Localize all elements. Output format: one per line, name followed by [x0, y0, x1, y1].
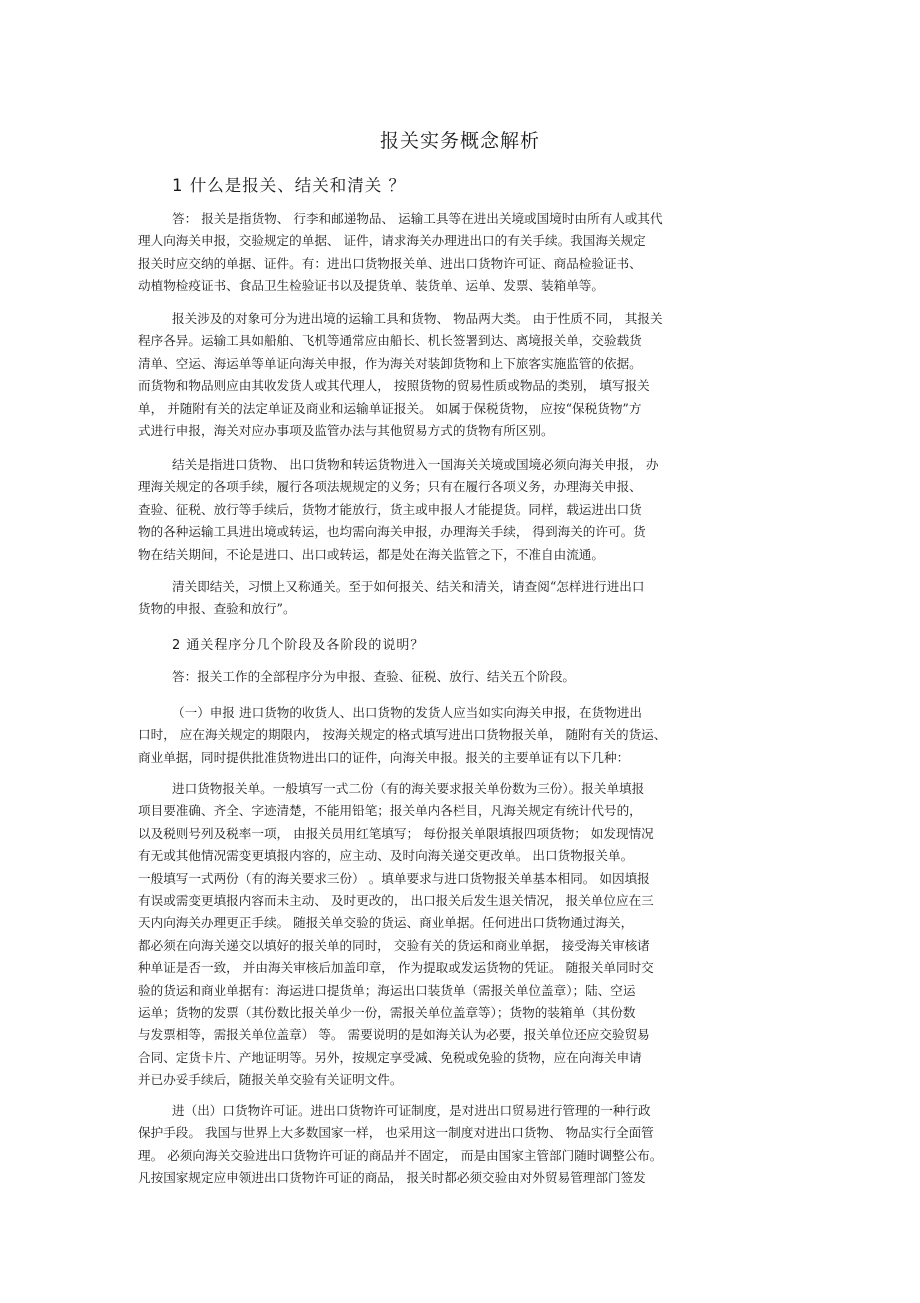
- paragraph-line: 动植物检疫证书、食品卫生检验证书以及提货单、装货单、运单、发票、装箱单等。: [138, 278, 604, 294]
- paragraph-line: 查验、征税、放行等手续后，货物才能放行，货主或申报人才能提货。同样，载运进出口货: [138, 501, 642, 517]
- paragraph-line: 报关涉及的对象可分为进出境的运输工具和货物、 物品两大类。 由于性质不同， 其报关: [172, 311, 663, 326]
- section-heading-1: 1 什么是报关、结关和清关 ？: [172, 176, 406, 195]
- paragraph-line: 理海关规定的各项手续，履行各项法规规定的义务；只有在履行各项义务，办理海关申报、: [138, 479, 642, 495]
- paragraph-line: 报关时应交纳的单据、证件。有：进出口货物报关单、进出口货物许可证、商品检验证书、: [138, 255, 642, 271]
- paragraph-line: 有误或需变更填报内容而未主动、 及时更改的， 出口报关后发生退关情况， 报关单位应在三: [138, 892, 654, 908]
- paragraph-line: 合同、定货卡片、产地证明等。另外，按规定享受减、免税或免验的货物，应在向海关申请: [138, 1049, 642, 1065]
- paragraph-line: 单， 并随附有关的法定单证及商业和运输单证报关。 如属于保税货物， 应按“保税货物”方: [138, 400, 642, 416]
- paragraph-7: [138, 778, 708, 1091]
- paragraph-line: （一）申报 进口货物的收货人、出口货物的发货人应当如实向海关申报，在货物进出: [172, 705, 642, 720]
- paragraph-line: 理。 必须向海关交验进出口货物许可证的商品并不固定， 而是由国家主管部门随时调整公布。: [138, 1147, 663, 1163]
- paragraph-line: 答： 报关是指货物、 行李和邮递物品、 运输工具等在进出关境或国境时由所有人或其代: [172, 211, 663, 226]
- paragraph-line: 货物的申报、查验和放行”。: [138, 601, 296, 617]
- paragraph-line: 结关是指进口货物、 出口货物和转运货物进入一国海关关境或国境必须向海关申报， 办: [172, 457, 659, 472]
- paragraph-line: 保护手段。 我国与世界上大多数国家一样， 也采用这一制度对进出口货物、 物品实行全面管: [138, 1125, 654, 1141]
- paragraph-1: [138, 208, 708, 298]
- paragraph-line: 项目要准确、齐全、字迹清楚，不能用铅笔；报关单内各栏目，凡海关规定有统计代号的，: [138, 803, 642, 819]
- paragraph-line: 理人向海关申报，交验规定的单据、 证件，请求海关办理进出口的有关手续。我国海关规定: [138, 233, 646, 249]
- paragraph-line: 种单证是否一致， 并由海关审核后加盖印章， 作为提取或发运货物的凭证。 随报关单同时交: [138, 960, 654, 976]
- paragraph-3: [138, 454, 708, 566]
- document-title: 报关实务概念解析: [379, 130, 540, 152]
- paragraph-line: 验的货运和商业单据有：海运进口提货单；海运出口装货单（需报关单位盖章）；陆、空运: [138, 982, 636, 998]
- paragraph-line: 清单、空运、海运单等单证向海关申报，作为海关对装卸货物和上下旅客实施监管的依据。: [138, 355, 642, 371]
- paragraph-line: 天内向海关办理更正手续。 随报关单交验的货运、商业单据。任何进出口货物通过海关，: [138, 915, 634, 931]
- paragraph-line: 有无或其他情况需变更填报内容的，应主动、及时向海关递交更改单。 出口货物报关单。: [138, 848, 634, 864]
- paragraph-line: 凡按国家规定应申领进出口货物许可证的商品， 报关时都必须交验由对外贸易管理部门签发: [138, 1170, 646, 1186]
- paragraph-line: 答：报关工作的全部程序分为申报、查验、征税、放行、结关五个阶段。: [172, 669, 575, 684]
- paragraph-line: 程序各异。运输工具如船舶、飞机等通常应由船长、机长签署到达、离境报关单，交验载货: [138, 333, 642, 349]
- paragraph-8: [138, 1100, 708, 1190]
- paragraph-line: 一般填写一式两份（有的海关要求三份） 。填单要求与进口货物报关单基本相同。 如因填报: [138, 870, 650, 886]
- paragraph-line: 进口货物报关单。一般填写一式二份（有的海关要求报关单份数为三份）。报关单填报: [172, 781, 645, 796]
- paragraph-6: [138, 702, 708, 769]
- paragraph-line: 物在结关期间，不论是进口、出口或转运，都是处在海关监管之下，不准自由流通。: [138, 546, 604, 562]
- paragraph-line: 物的各种运输工具进出境或转运，也均需向海关申报，办理海关手续， 得到海关的许可。货: [138, 524, 646, 540]
- paragraph-line: 进（出）口货物许可证。进出口货物许可证制度，是对进出口贸易进行管理的一种行政: [172, 1103, 651, 1118]
- paragraph-2: [138, 308, 708, 442]
- paragraph-4: [138, 576, 708, 621]
- paragraph-line: 商业单据，同时提供批准货物进出口的证件，向海关申报。报关的主要单证有以下几种：: [138, 749, 630, 765]
- paragraph-line: 以及税则号列及税率一项， 由报关员用红笔填写； 每份报关单限填报四项货物； 如发现情况: [138, 825, 654, 841]
- paragraph-line: 都必须在向海关递交以填好的报关单的同时， 交验有关的货运和商业单据， 接受海关审核诸: [138, 937, 650, 953]
- paragraph-line: 运单；货物的发票（其份数比报关单少一份，需报关单位盖章等）；货物的装箱单（其份数: [138, 1004, 636, 1020]
- section-heading-2: 2 通关程序分几个阶段及各阶段的说明？: [172, 638, 425, 653]
- paragraph-line: 并已办妥手续后，随报关单交验有关证明文件。: [138, 1072, 403, 1088]
- paragraph-line: 口时， 应在海关规定的期限内， 按海关规定的格式填写进出口货物报关单， 随附有关的货运、: [138, 727, 667, 743]
- paragraph-line: 清关即结关，习惯上又称通关。至于如何报关、结关和清关，请查阅“怎样进行进出口: [172, 579, 645, 594]
- paragraph-line: 而货物和物品则应由其收发货人或其代理人， 按照货物的贸易性质或物品的类别， 填写报关: [138, 378, 650, 394]
- paragraph-5: [138, 666, 708, 688]
- paragraph-line: 式进行申报，海关对应办事项及监管办法与其他贸易方式的货物有所区别。: [138, 422, 554, 438]
- paragraph-line: 与发票相等，需报关单位盖章） 等。 需要说明的是如海关认为必要，报关单位还应交验贸易: [138, 1027, 650, 1043]
